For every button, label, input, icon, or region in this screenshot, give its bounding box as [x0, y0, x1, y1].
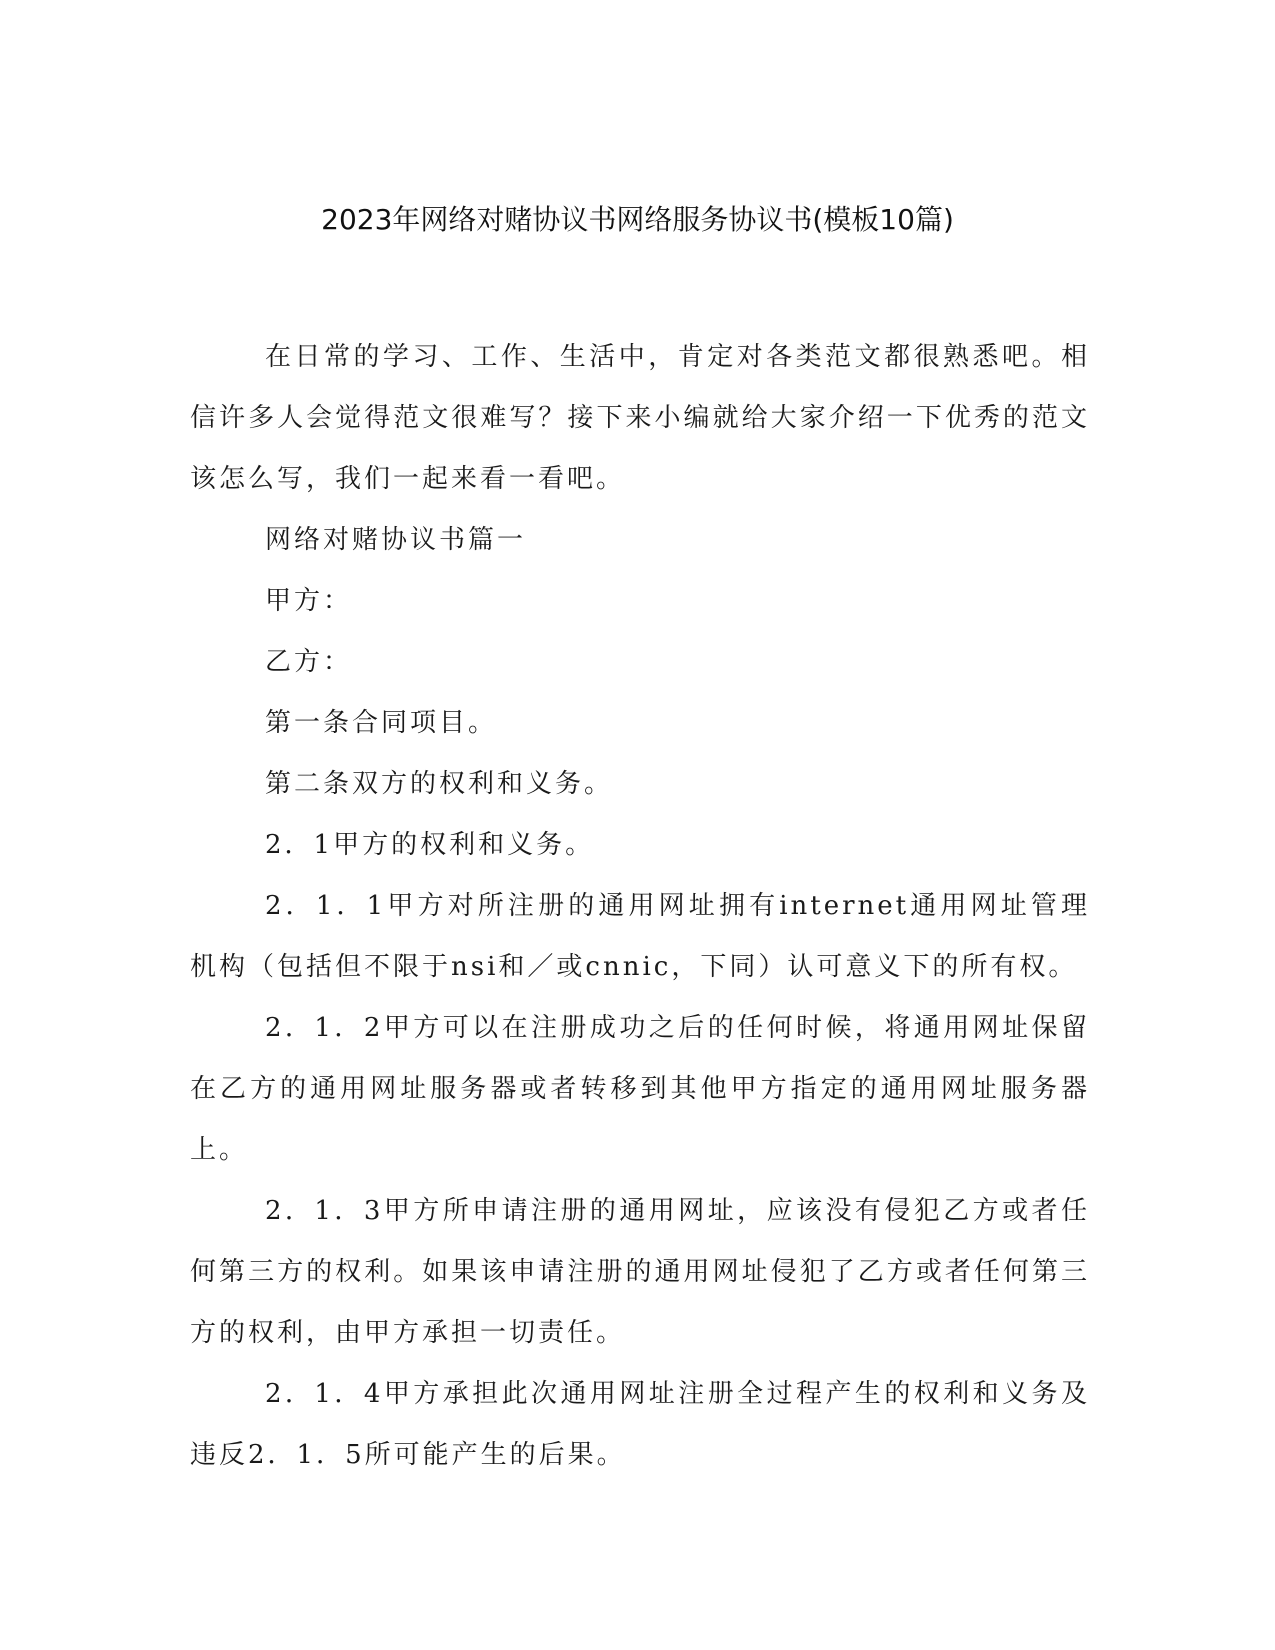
paragraph-intro: 在日常的学习、工作、生活中，肯定对各类范文都很熟悉吧。相信许多人会觉得范文很难写？接下来小编就给大家介绍一下优秀的范文该怎么写，我们一起来看一看吧。: [190, 342, 1090, 494]
paragraph-clause-2-1-3: 2．1．3甲方所申请注册的通用网址，应该没有侵犯乙方或者任何第三方的权利。如果该申请注册的通用网址侵犯了乙方或者任何第三方的权利，由甲方承担一切责任。: [190, 1196, 1090, 1348]
paragraph-party-b: 乙方：: [265, 647, 353, 677]
paragraph-clause-2-1-2: 2．1．2甲方可以在注册成功之后的任何时候，将通用网址保留在乙方的通用网址服务器或者转移到其他甲方指定的通用网址服务器上。: [190, 1013, 1090, 1165]
document-body: [190, 327, 1090, 1486]
paragraph-clause-2-1-1: 2．1．1甲方对所注册的通用网址拥有internet通用网址管理机构（包括但不限于nsi和／或cnnic，下同）认可意义下的所有权。: [190, 891, 1090, 982]
paragraph-article-1: 第一条合同项目。: [265, 708, 498, 738]
paragraph-article-2: 第二条双方的权利和义务。: [265, 769, 614, 799]
paragraph-clause-2-1-4: 2．1．4甲方承担此次通用网址注册全过程产生的权利和义务及违反2．1．5所可能产生的后果。: [190, 1379, 1090, 1470]
paragraph-clause-2-1: 2．1甲方的权利和义务。: [265, 830, 595, 860]
paragraph-section-heading: 网络对赌协议书篇一: [265, 525, 527, 555]
paragraph-party-a: 甲方：: [265, 586, 353, 616]
document-title: 2023年网络对赌协议书网络服务协议书(模板10篇): [321, 203, 954, 236]
